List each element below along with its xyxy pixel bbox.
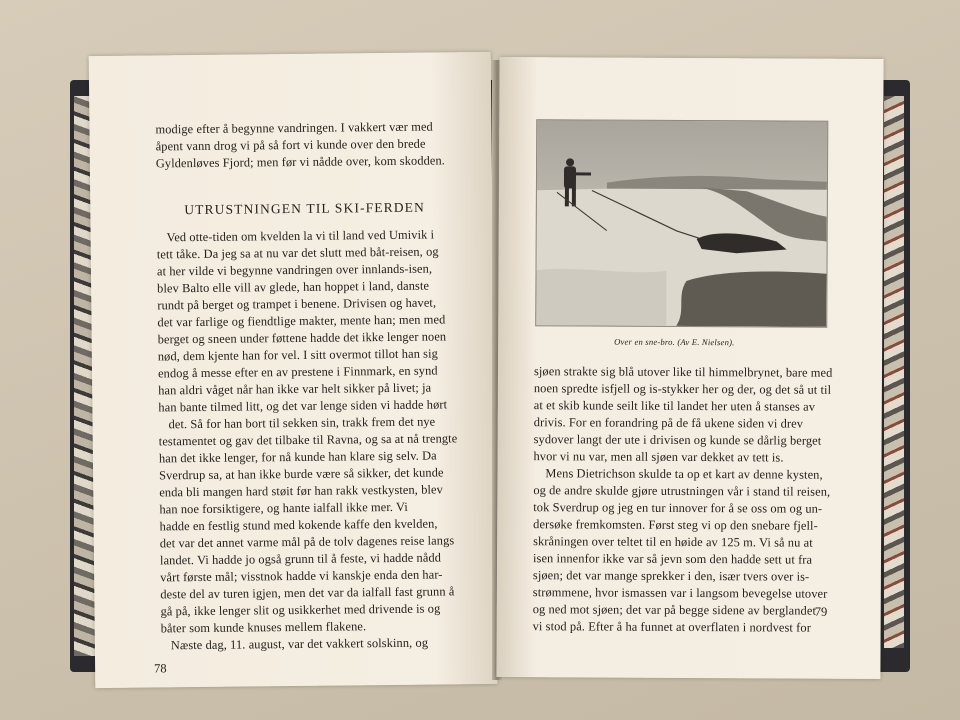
text-line: enda bli mangen hard støit før han rakk vestkysten, blev [159,482,443,500]
text-line: isen innenfor ikke var så jevn som den hadde sett ut fra [532,551,813,567]
text-line: hvor vi nu var, men all sjøen var dekket av tett is. [533,449,784,465]
right-page [496,57,883,679]
text-line: gå på, ikke lenger slit og usikkerhet med drivende is og [160,601,441,619]
text-line: endog å messe efter en av prestene i Finnmark, en synd [157,363,438,381]
text-line: vi stod på. Efter å ha funnet at overflaten i nordvest for [532,619,811,635]
text-line: testamentet og gav det tilbake til Ravna, og sa at nå trengte [158,431,458,449]
text-line: Gyldenløves Fjord; men før vi nådde over, kom skodden. [155,153,446,171]
text-line: tett tåke. Da jeg sa at nu var det slutt med båt-reisen, og [156,244,439,262]
illustration-snow-bridge [535,119,828,328]
text-line: noen spredte isfjell og is-stykker her og der, og det så ut til [533,381,832,397]
text-line: han noe forsiktigere, og hante ialfall ikke mer. Vi [159,499,408,517]
text-line: det var farlige og fiendtlige makter, mente han; men med [157,312,446,330]
text-line: nød, dem kjente han for vel. I sitt overmot tillot han sig [157,346,438,364]
text-line: Næste dag, 11. august, var det vakkert solskinn, og [170,635,429,653]
text-line: hadde en festlig stund med kokende kaffe den kvelden, [159,516,438,534]
page-number: 79 [814,604,828,619]
text-line: han aldri våget når han ikke var helt sikker på livet; ja [158,380,432,398]
text-line: han det ikke lenger, for nå kunde han klare sig selv. Da [158,448,437,466]
text-line: sydover langt der ute i drivisen og kunde se dårlig berget [533,432,822,448]
text-line: og de andre skulde gjøre utrustningen vår i stand til reisen, [533,483,831,499]
text-line: at et skib kunde seilt like til landet her uten å stanses av [533,398,816,414]
marbled-edge-right [884,96,904,648]
text-line: sjøen strakte sig blå utover like til himmelbrynet, bare med [533,364,833,380]
text-line: Mens Dietrichson skulde ta op et kart av denne kysten, [545,466,823,482]
left-page [89,52,498,688]
text-line: og ned mot sjøen; det var på begge sidene av berglandet [532,602,817,618]
text-line: skråningen over teltet til en høide av 125 m. Vi så nu at [533,534,813,550]
figure-caption: Over en sne-bro. (Av E. Nielsen). [614,336,735,348]
text-line: åpent vann drog vi på så fort vi kunde over den brede [155,136,426,154]
text-line: rundt på berget og trampet i benene. Drivisen og havet, [157,295,437,313]
text-line: dersøke fremkomsten. Først steg vi op den snebare fjell- [533,517,818,533]
chapter-heading: UTRUSTNINGEN TIL SKI-FERDEN [184,199,426,218]
text-line: det. Så for han bort til sekken sin, trakk frem det nye [168,414,436,432]
text-line: tok Sverdrup og jeg en tur innover for å se oss om og un- [533,500,823,516]
text-line: deste del av turen igjen, men det var da ialfall fast grunn å [160,584,455,602]
text-line: strømmene, hvor ismassen var i langsom bevegelse utover [532,585,828,601]
text-line: berget og sneen under føttene hadde det ikke lenger noen [157,329,447,347]
page-number: 78 [154,661,167,676]
text-line: båter som kunde knuses mellem flakene. [160,619,367,636]
text-line: at her vilde vi begynne vandringen over innlands-isen, [156,261,433,279]
text-line: Sverdrup sa, at han ikke burde være så sikker, det kunde [159,465,444,483]
text-line: landet. Vi hadde jo også grunn til å feste, vi hadde nådd [159,550,442,568]
text-line: drivis. For en forandring på de få ukene siden vi drev [533,415,804,431]
text-line: blev Balto elle vill av glede, han hoppet i land, danste [157,278,430,296]
text-line: modige efter å begynne vandringen. I vakkert vær med [155,119,433,137]
text-line: han bante tilmed litt, og det var lenge siden vi hadde hørt [158,397,448,415]
text-line: Ved otte-tiden om kvelden la vi til land ved Umivik i [166,227,435,245]
text-line: det var det annet varme mål på de tolv dagenes reise langs [159,533,455,551]
text-line: sjøen; det var mange sprekker i den, især tvers over is- [532,568,810,584]
text-line: vårt første mål; visstnok hadde vi kanskje enda den har- [160,567,443,585]
